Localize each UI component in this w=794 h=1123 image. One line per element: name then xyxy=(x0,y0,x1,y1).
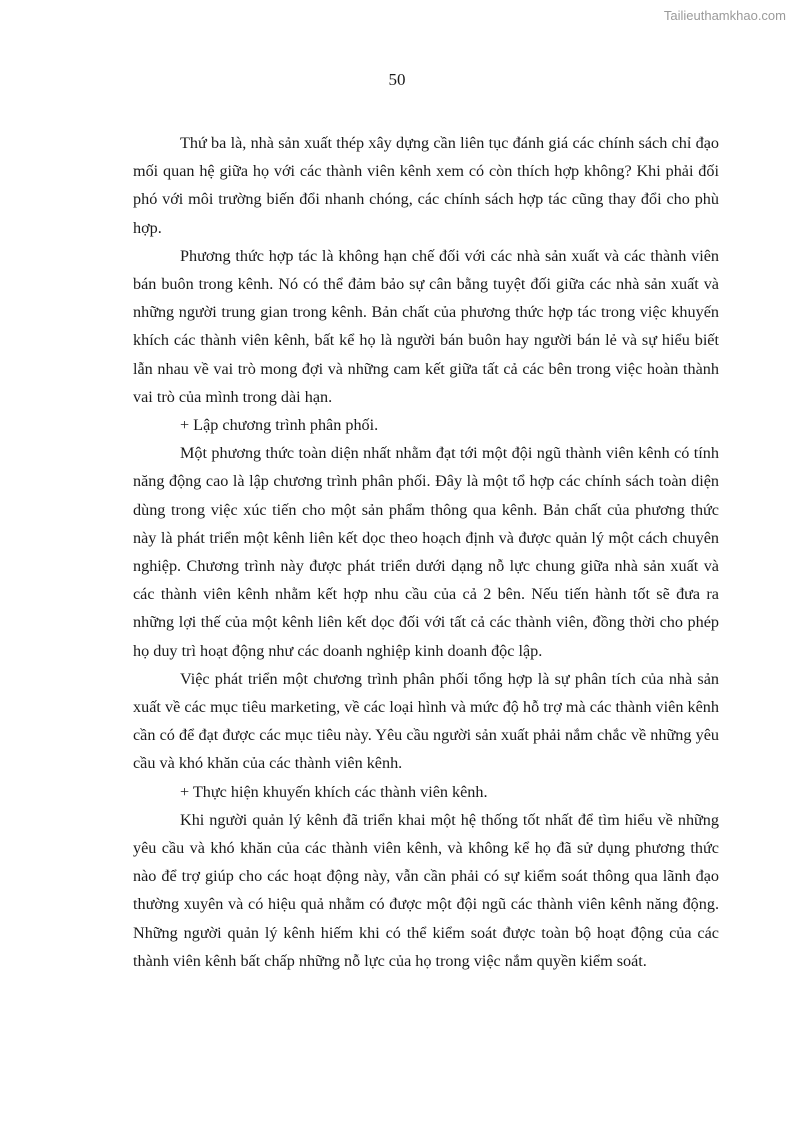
section-heading: + Thực hiện khuyến khích các thành viên kênh. xyxy=(180,782,488,801)
paragraph: Một phương thức toàn diện nhất nhằm đạt tới một đội ngũ thành viên kênh có tính năng động cao là lập chương trình phân phối. Đây là một tổ hợp các chính sách toàn diện dùng trong việc xúc tiến cho một sản phẩm thông qua kênh. Bản chất của phương thức này là phát triển một kênh liên kết dọc theo hoạch định và được quản lý một cách chuyên nghiệp. Chương trình này được phát triển dưới dạng nỗ lực chung giữa nhà sản xuất và các thành viên kênh nhằm kết hợp nhu cầu của cả 2 bên. Nếu tiến hành tốt sẽ đưa ra những lợi thế của một kênh liên kết dọc đối với tất cả các thành viên, đồng thời cho phép họ duy trì hoạt động như các doanh nghiệp kinh doanh độc lập. xyxy=(133,444,719,660)
paragraph: Việc phát triển một chương trình phân phối tổng hợp là sự phân tích của nhà sản xuất về các mục tiêu marketing, về các loại hình và mức độ hỗ trợ mà các thành viên kênh cần có để đạt được các mục tiêu này. Yêu cầu người sản xuất phải nắm chắc về những yêu cầu và khó khăn của các thành viên kênh. xyxy=(133,669,719,773)
paragraph: Phương thức hợp tác là không hạn chế đối với các nhà sản xuất và các thành viên bán buôn trong kênh. Nó có thể đảm bảo sự cân bằng tuyệt đối giữa các nhà sản xuất và những người trung gian trong kênh. Bản chất của phương thức hợp tác trong việc khuyến khích các thành viên kênh, bất kể họ là người bán buôn hay người bán lẻ và sự hiểu biết lẫn nhau về vai trò mong đợi và những cam kết giữa tất cả các bên trong việc hoàn thành vai trò của mình trong dài hạn. xyxy=(133,246,719,406)
paragraph: Khi người quản lý kênh đã triển khai một hệ thống tốt nhất để tìm hiểu về những yêu cầu và khó khăn của các thành viên kênh, và không kể họ đã sử dụng phương thức nào để trợ giúp cho các hoạt động này, vẫn cần phải có sự kiểm soát thông qua lãnh đạo thường xuyên và có hiệu quả nhằm có được một đội ngũ các thành viên kênh năng động. Những người quản lý kênh hiếm khi có thể kiểm soát được toàn bộ hoạt động của các thành viên kênh bất chấp những nỗ lực của họ trong việc nắm quyền kiểm soát. xyxy=(133,810,719,970)
document-body xyxy=(133,129,719,975)
page-number: 50 xyxy=(388,70,406,89)
watermark: Tailieuthamkhao.com xyxy=(663,8,786,23)
section-heading: + Lập chương trình phân phối. xyxy=(180,416,379,435)
paragraph: Thứ ba là, nhà sản xuất thép xây dựng cần liên tục đánh giá các chính sách chỉ đạo mối quan hệ giữa họ với các thành viên kênh xem có còn thích hợp không? Khi phải đối phó với môi trường biến đổi nhanh chóng, các chính sách hợp tác cũng thay đổi cho phù hợp. xyxy=(133,134,719,237)
